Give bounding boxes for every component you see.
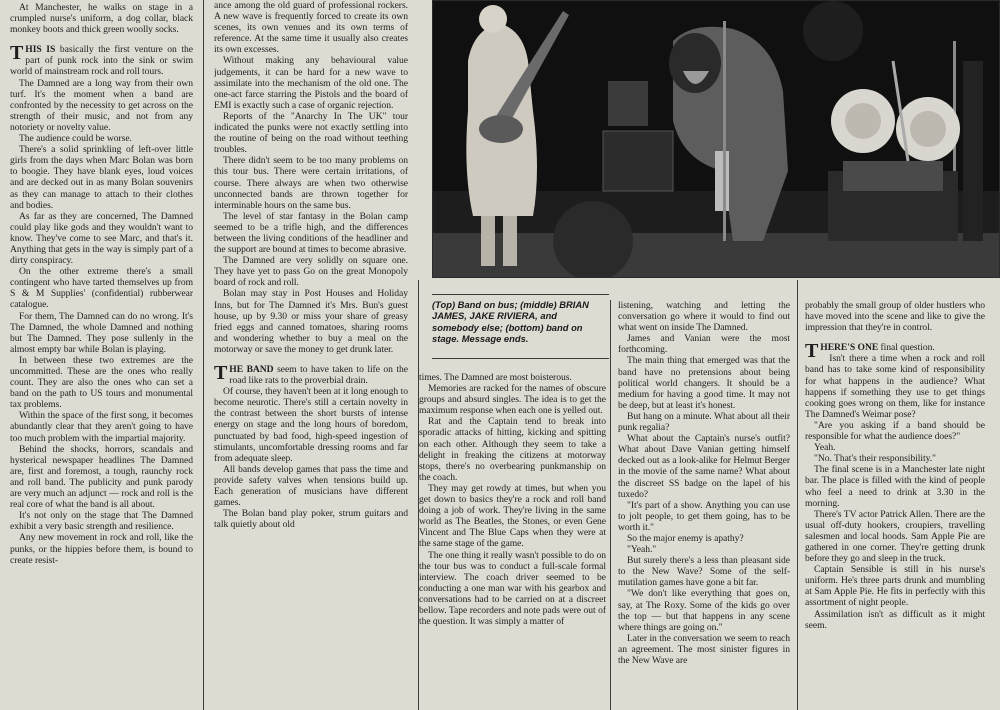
paragraph: But hang on a minute. What about all their punk regalia? [618, 410, 790, 434]
article-column-4 [618, 300, 790, 708]
paragraph: At Manchester, he walks on stage in a crumpled nurse's uniform, a dog collar, black monkey boots and thick green woolly socks. [10, 2, 193, 36]
paragraph: The Damned are a long way from their own turf. It's the moment when a band are confronted by the necessity to get across on the strength of their music, and not from any notoriety or novelty value. [10, 77, 193, 133]
column-rule [610, 300, 611, 710]
column-rule [797, 280, 798, 710]
paragraph: "It's part of a show. Anything you can use to jolt people, to get them going, has to be worth it." [618, 499, 790, 533]
concert-photo [432, 0, 1000, 278]
paragraph: So the major enemy is apathy? [627, 532, 744, 544]
column-rule [203, 0, 204, 710]
caption-rule [432, 358, 609, 359]
paragraph: In between these two extremes are the uncommitted. These are the ones who really count. They are also the ones who can set a band on the path to US tours and monumental tax problems. [10, 354, 193, 411]
drop-cap: T [214, 362, 228, 384]
paragraph: basically the first venture on the part of punk rock into the sink or swim world of mainstream rock and roll tours. [10, 44, 193, 78]
paragraph: seem to have taken to life on the road like rats to the proverbial drain. [229, 364, 408, 387]
paragraph: Behind the shocks, horrors, scandals and hysterical newspaper headlines The Damned are, first and foremost, a tough, raunchy rock and roll band. The publicity and punk parody are very much an adjunct — rock and roll is the real core of what the band is all about. [10, 443, 193, 511]
paragraph: For them, The Damned can do no wrong. It's The Damned, the whole Damned and nothing but The Damned. They pose sullenly in the almost empty bar while Bolan is playing. [10, 310, 193, 355]
paragraph: Within the space of the first song, it becomes abundantly clear that they aren't going to have too much problem with the impartial majority. [10, 410, 193, 444]
lead-in: HIS IS [25, 44, 56, 56]
paragraph: The final scene is in a Manchester late night bar. The place is filled with the kind of people who feel a need to drink at 3.30 in the morning. [805, 464, 985, 509]
article-column-5 [805, 300, 985, 708]
paragraph: Reports of the "Anarchy In The UK" tour indicated the punks were not exactly settling into the routine of being on the road without teething troubles. [214, 110, 408, 156]
paragraph: But surely there's a less than pleasant side to the New Wave? Some of the self-mutilation games have gone a bit far. [618, 555, 790, 589]
paragraph: James and Vanian were the most forthcoming. [618, 333, 790, 356]
paragraph: Yeah. [814, 442, 836, 454]
paragraph: Without making any behavioural value judgements, it can be hard for a new wave to assimilate into the mechanism of the old one. The one-act farce starring the Pistols and the board of EMI is exactly such a case of organic rejection. [214, 55, 408, 111]
paragraph: Any new movement in rock and roll, like the punks, or the hippies before them, is bound to create resist- [10, 532, 193, 566]
paragraph: Memories are racked for the names of obscure groups and absurd singles. The idea is to get the maximum response when each one is yelled out. [419, 383, 606, 417]
paragraph: Of course, they haven't been at it long enough to become neurotic. There's still a certain novelty in the contrast between the short bursts of intense energy on stage and the long hours of boredom, punctuated by bad food, high-speed ingestion of stimulants, uncomfortable dressing rooms and far from adequate sleep. [214, 386, 408, 464]
paragraph: The level of star fantasy in the Bolan camp seemed to be a trifle high, and the differences between the living conditions of the headliner and the support are bound at times to become abrasive. [214, 210, 408, 256]
paragraph: listening, watching and letting the conversation go where it would to find out what went on inside The Damned. [618, 300, 790, 334]
paragraph: There's TV actor Patrick Allen. There are the usual off-duty hookers, croupiers, travelling salesmen and local hoods. Sam Apple Pie are gathered in one corner. They're getting drunk before they go and sleep in the truck. [805, 508, 985, 565]
paragraph: It's not only on the stage that The Damned exhibit a very basic strength and resilience. [10, 510, 193, 533]
paragraph: Captain Sensible is still in his nurse's uniform. He's three parts drunk and mumbling at Sam Apple Pie. He fits in perfectly with this assortment of night people. [805, 564, 985, 609]
article-column-3 [419, 372, 606, 708]
paragraph: Bolan may stay in Post Houses and Holiday Inns, but for The Damned it's Mrs. Bun's guest house, up by 9.30 or miss your share of greasy fried eggs and canned tomatoes, sharing rooms and wondering whether to buy a meal on the motorway or save the money to get drunk later. [214, 288, 408, 355]
paragraph: The one thing it really wasn't possible to do on the tour bus was to conduct a full-scale formal interview. The coach driver seemed to be conducting a one man war with his gearbox and conversations had to be carried on at a discreet bellow. Tape recorders and note pads were out of the question. It was simply a matter of [419, 549, 606, 628]
paragraph: "We don't like everything that goes on, say, at The Roxy. Some of the kids go over the top — but that happens in any scene where things are going on." [618, 588, 790, 633]
lead-in: HE BAND [229, 364, 274, 375]
lead-in: HERE'S ONE [820, 342, 879, 354]
band-on-stage-image [433, 1, 999, 277]
drop-cap: T [10, 42, 24, 65]
section-start [214, 364, 408, 386]
paragraph: "Yeah." [627, 544, 657, 556]
paragraph: final question. [878, 342, 935, 354]
paragraph: The audience could be worse. [19, 133, 132, 145]
paragraph: "Are you asking if a band should be responsible for what the audience does?" [805, 419, 985, 443]
paragraph: ance among the old guard of professional rockers. A new wave is frequently forced to create its own scenes, its own venues and its own terms of reference. At the same time it usually also creates its own excesses. [214, 0, 408, 56]
section-start [10, 44, 193, 77]
paragraph: Later in the conversation we seem to reach an agreement. The most sinister figures in the New Wave are [618, 632, 790, 666]
section-start [805, 340, 985, 363]
paragraph: Assimilation isn't as difficult as it might seem. [805, 608, 985, 631]
paragraph: Rat and the Captain tend to break into sporadic attacks of hitting, kicking and spitting on each other. Although they seem to take a delight in freaking the citizens at motorway stops, there's no overbearing punkmanship on the coach. [419, 416, 606, 483]
paragraph: times. The Damned are most boisterous. [419, 372, 572, 383]
paragraph: On the other extreme there's a small contingent who have tarted themselves up from S & M Supplies' (confidential) rubberwear catalogue. [10, 266, 193, 311]
paragraph: There's a solid sprinkling of left-over little girls from the days when Marc Bolan was born to boogie. They have blank eyes, loud voices and are decked out in as many Bolan souvenirs as they can manage to attach to their clothes and bodies. [10, 144, 193, 211]
paragraph: There didn't seem to be too many problems on this tour bus. There were certain irritations, of course. There always are when two otherwise unconnected bands are thrown together for interminable hours on the same bus. [214, 155, 408, 211]
article-column-2 [214, 0, 408, 708]
paragraph: As far as they are concerned, The Damned could play like gods and they wouldn't want to know. They've come to see Marc, and that's it. Anything that gets in the way is simply part of a dirty conspiracy. [10, 210, 193, 267]
paragraph: probably the small group of older hustlers who have moved into the scene and like to give the impression that they're in control. [805, 300, 985, 334]
article-column-1 [10, 2, 193, 708]
paragraph: "No. That's their responsibility." [814, 453, 936, 465]
photo-caption: (Top) Band on bus; (middle) BRIAN JAMES, JAKE RIVIERA, and somebody else; (bottom) band on stage. Message ends. [432, 299, 589, 345]
drop-cap: T [805, 340, 819, 363]
paragraph: The main thing that emerged was that the band have no pretensions about being political world changers. It should be a medium for having a good time. It may not be deep, but at least it's honest. [618, 355, 790, 411]
paragraph: They may get rowdy at times, but when you get down to basics they're a rock and roll band doing a job of work. They're living in the same world as The Beatles, the Stones, or even Gene Vincent and The Blue Caps when they were at the same stage of the game. [419, 482, 606, 550]
paragraph: The Damned are very solidly on square one. They have yet to pass Go on the great Monopoly board of rock and roll. [214, 255, 408, 289]
caption-rule [432, 294, 609, 295]
paragraph: All bands develop games that pass the time and provide safety valves when tensions build up. Each generation of musicians have different games. [214, 463, 408, 509]
paragraph: The Bolan band play poker, strum guitars and talk quietly about old [214, 508, 408, 531]
paragraph: What about the Captain's nurse's outfit? What about Dave Vanian getting himself decked out as a look-alike for Helmut Berger in the movie of the same name? What about the discreet SS badge on the lapel of his tuxedo? [618, 433, 790, 500]
paragraph: Isn't there a time when a rock and roll band has to take some kind of responsibility for what happens in the audience? What happens if something they use to get things cooking goes wrong on them, like for instance The Damned's Weimar pose? [805, 353, 985, 420]
